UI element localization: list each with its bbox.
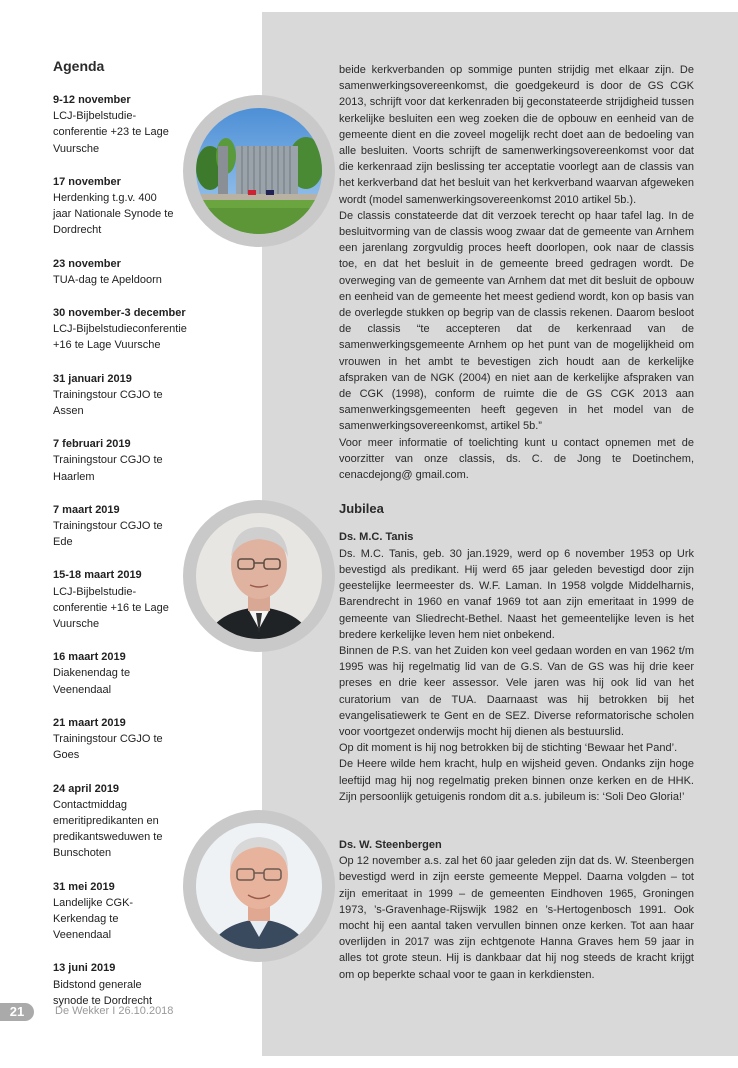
agenda-event [53, 715, 188, 764]
agenda-list [53, 92, 188, 1009]
paragraph: Op dit moment is hij nog betrokken bij de stichting ‘Bewaar het Pand’. [339, 742, 678, 755]
event-description: Trainingstour CGJO te Goes [53, 733, 163, 762]
paragraph: Ds. M.C. Tanis, geb. 30 jan.1929, werd op 6 november 1953 op Urk bevestigd als predikant. Hij werd 65 jaar geleden bevestigd door zijn geestelijke leermeester ds. W.F. Laman. In 1958 volgde Middelharnis, Barendrecht in 1960 en vanaf 1969 tot aan zijn emeritaat in 1999 de gemeente van Sliedrecht-Bethel. Naast het gemeentelijke leven is het bredere kerkelijke leven hem niet onbekend. [339, 547, 694, 641]
agenda-title: Agenda [53, 58, 105, 74]
paragraph: Op 12 november a.s. zal het 60 jaar geleden zijn dat ds. W. Steenbergen bevestigd werd in zijn eerste gemeente Meppel. Daarna volgden – tot zijn emeritaat in 1999 – de gemeenten Eindhoven 1965, Groningen 1973, ’s-Gravenhage-Rijswijk 1982 en ’s-Hertogenbosch 1991. Ook mocht hij een aantal taken vervullen binnen onze kerken. Tot aan haar overlijden in 2017 was zijn echtgenote Hanna Graves hem 59 jaar in alles tot grote steun. Hij is dankbaar dat hij nog steeds de kracht krijgt om op beperkte schaal voor te gaan in kerkdiensten. [339, 855, 694, 981]
paragraph: Binnen de P.S. van het Zuiden kon veel gedaan worden en van 1962 t/m 1995 was hij regelmatig lid van de G.S. Van de GS was hij drie keer preses en drie keer assessor. Vele jaren was hij ook lid van het curatorium van de TUA. Daarnaast was hij betrokken bij het evangelisatiewerk te Gent en de SEZ. Diverse reformatorische scholen voor voortgezet onderwijs mocht hij dienen als bestuurslid. [339, 644, 694, 738]
portrait-tanis [196, 513, 322, 639]
jubilee-name-steenbergen: Ds. W. Steenbergen [339, 838, 442, 851]
portrait-steenbergen [196, 823, 322, 949]
section-title-jubilea: Jubilea [339, 501, 384, 517]
event-date: 7 maart 2019 [53, 503, 120, 516]
agenda-event [53, 92, 188, 157]
event-description: Bidstond generale synode te Dordrecht [53, 978, 153, 1007]
event-date: 24 april 2019 [53, 782, 120, 795]
event-date: 16 maart 2019 [53, 651, 126, 664]
church-photo [196, 108, 322, 234]
page-footer [0, 1003, 260, 1023]
event-date: 31 mei 2019 [53, 880, 115, 893]
event-description: Trainingstour CGJO te Assen [53, 388, 163, 418]
event-description: Herdenking t.g.v. 400 jaar Nationale Synode te Dordrecht [53, 192, 174, 237]
paragraph: De Heere wilde hem kracht, hulp en wijsheid geven. Ondanks zijn hoge leeftijd mag hij nog regelmatig preken binnen onze kerken en de HHK. Zijn persoonlijk getuigenis rondom dit a.s. jubileum is: ‘Soli Deo Gloria!’ [339, 758, 694, 803]
event-description: Diakenendag te Veenendaal [53, 667, 131, 696]
agenda-event [53, 567, 188, 632]
agenda-event [53, 436, 188, 485]
paragraph: Voor meer informatie of toelichting kunt u contact opnemen met de voorzitter van onze classis, ds. C. de Jong te Doetinchem, cenacdejong@ gmail.com. [339, 436, 694, 482]
agenda-event [53, 371, 188, 420]
agenda-event [53, 960, 188, 1009]
event-description: Landelijke CGK- Kerkendag te Veenendaal [53, 896, 134, 942]
event-description: Trainingstour CGJO te Ede [53, 520, 163, 549]
event-date: 31 januari 2019 [53, 372, 132, 385]
event-description: LCJ-Bijbelstudie- conferentie +23 te Lage Vuursche [53, 110, 169, 155]
agenda-event [53, 649, 188, 698]
event-description: LCJ-Bijbelstudieconferentie +16 te Lage Vuursche [53, 323, 187, 352]
event-date: 15-18 maart 2019 [53, 569, 142, 582]
event-date: 7 februari 2019 [53, 438, 131, 451]
event-date: 13 juni 2019 [53, 962, 116, 975]
jubilee-name-tanis: Ds. M.C. Tanis [339, 531, 414, 544]
event-date: 21 maart 2019 [53, 716, 126, 729]
agenda-event [53, 174, 188, 239]
event-date: 30 november-3 december [53, 307, 186, 320]
event-date: 23 november [53, 257, 121, 270]
main-column [339, 62, 694, 983]
event-description: Contactmiddag emeritipredikanten en predikantsweduwen te Bunschoten [53, 798, 163, 860]
agenda-event [53, 305, 188, 354]
event-date: 17 november [53, 175, 121, 188]
footer-text: De Wekker I 26.10.2018 [55, 1005, 174, 1017]
event-date: 9-12 november [53, 94, 131, 106]
agenda-column [53, 58, 188, 1026]
paragraph: beide kerkverbanden op sommige punten strijdig met elkaar zijn. De samenwerkingsovereenkomst, die goedgekeurd is door de GS CGK 2013, schrijft voor dat kerkenraden bij geconstateerde strijdigheid tussen kerkelijke besluiten een weg zoeken die de opbouw en eenheid van de gemeente dient en die zoveel mogelijk recht doet aan de bedoeling van alle besluiten. Voorts schrijft de samenwerkingsovereenkomst voor dat die kerkenraad zijn beslissing ter acceptatie voorlegt aan de classis van het kerkverband dat het besluit van het kerkverband waarvan afgeweken wordt (model samenwerkingsovereenkomst 2010 artikel 5b.). [339, 64, 694, 206]
event-description: LCJ-Bijbelstudie- conferentie +16 te Lage Vuursche [53, 585, 169, 631]
agenda-event [53, 502, 188, 551]
page-number: 21 [0, 1003, 34, 1021]
agenda-event [53, 781, 188, 862]
paragraph: De classis constateerde dat dit verzoek terecht op haar tafel lag. In de besluitvorming van de classis woog zwaar dat de gemeente van Arnhem een jarenlang zorgvuldig proces heeft doorlopen, ook naar de classis toe, en dat het besluit in de gemeente breed gedragen wordt. De overweging van de gemeente van Arnhem dat met dit besluit de opbouw en eenheid van de gemeente het meest gediend wordt, kon op basis van de overlegde stukken op begrip van de classis rekenen. Daarom besloot de classis “te accepteren dat de kerkenraad van de samenwerkingsgemeente Arnhem op het punt van de mogelijkheid om vrouwen in het ambt te bevestigen zich houdt aan de kerkelijke afspraken van de NGK (2004) en niet aan de kerkelijke afspraken van de CGK (1998), conform de ruimte die de GS CGK 2013 aan samenwerkingsgemeenten heeft gegeven in het model van de samenwerkingsovereenkomst, artikel 5b.” [339, 209, 694, 433]
agenda-event [53, 256, 188, 288]
event-description: TUA-dag te Apeldoorn [53, 273, 162, 286]
event-description: Trainingstour CGJO te Haarlem [53, 454, 163, 483]
agenda-event [53, 879, 188, 944]
